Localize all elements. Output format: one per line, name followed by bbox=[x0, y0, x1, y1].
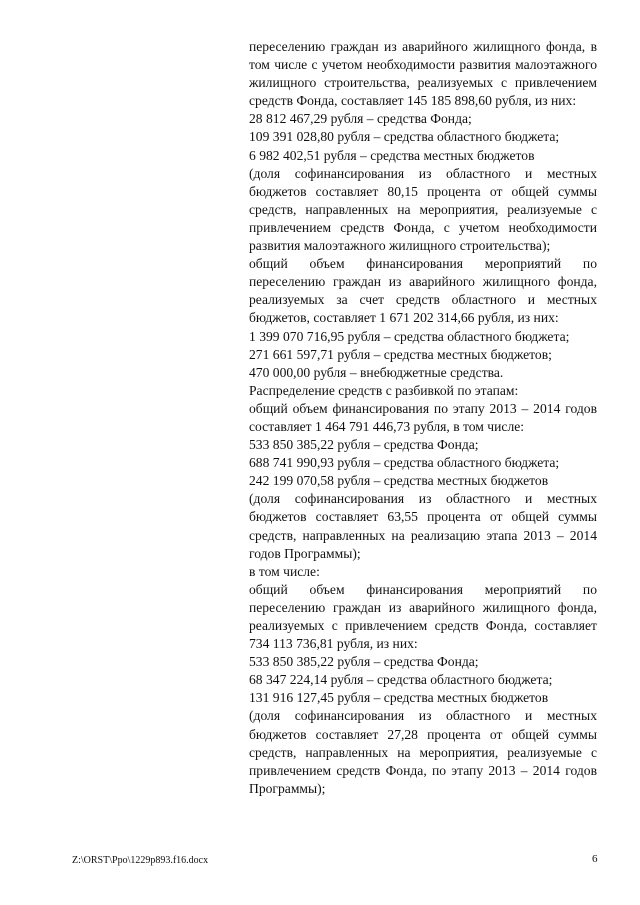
paragraph: общий объем финансирования по этапу 2013 – 2014 годов составляет 1 464 791 446,73 рубля, в том числе: bbox=[249, 400, 597, 434]
paragraph: (доля софинансирования из областного и местных бюджетов составляет 27,28 процента от общей суммы средств, направленных на мероприятия, реализуемые с привлечением средств Фонда, по этапу 2013 – 2014 годов Программы); bbox=[249, 708, 597, 796]
paragraph: общий объем финансирования мероприятий по переселению граждан из аварийного жилищного фонда, реализуемых с привлечением средств Фонда, составляет 734 113 736,81 рубля, из них: bbox=[249, 581, 597, 652]
paragraph: 533 850 385,22 рубля – средства Фонда; bbox=[249, 654, 479, 670]
paragraph: 68 347 224,14 рубля – средства областного бюджета; bbox=[249, 672, 553, 688]
paragraph: (доля софинансирования из областного и местных бюджетов составляет 80,15 процента от общей суммы средств, направленных на мероприятия, реализуемые с привлечением средств Фонда, с учетом необходимости развития малоэтажного жилищного строительства); bbox=[249, 165, 597, 254]
footer-file-path: Z:\ORST\Ppo\1229p893.f16.docx bbox=[72, 855, 209, 866]
paragraph: общий объем финансирования мероприятий по переселению граждан из аварийного жилищного фонда, реализуемых за счет средств областного и местных бюджетов, составляет 1 671 202 314,66 рубля, из них: bbox=[249, 256, 597, 326]
paragraph: в том числе: bbox=[249, 563, 320, 579]
paragraph: 28 812 467,29 рубля – средства Фонда; bbox=[249, 111, 472, 127]
page-number: 6 bbox=[592, 853, 598, 865]
paragraph: 6 982 402,51 рубля – средства местных бюджетов bbox=[249, 147, 535, 163]
document-body bbox=[249, 38, 597, 798]
paragraph: 242 199 070,58 рубля – средства местных бюджетов bbox=[249, 473, 549, 489]
paragraph: 1 399 070 716,95 рубля – средства областного бюджета; bbox=[249, 328, 570, 344]
paragraph: 470 000,00 рубля – внебюджетные средства. bbox=[249, 364, 504, 380]
paragraph: 688 741 990,93 рубля – средства областного бюджета; bbox=[249, 455, 560, 471]
paragraph: Распределение средств с разбивкой по этапам: bbox=[249, 382, 519, 398]
paragraph: 533 850 385,22 рубля – средства Фонда; bbox=[249, 437, 479, 453]
paragraph: переселению граждан из аварийного жилищного фонда, в том числе с учетом необходимости развития малоэтажного жилищного строительства, реализуемых с привлечением средств Фонда, составляет 145 185 898,60 рубля, из них: bbox=[249, 39, 597, 109]
paragraph: 131 916 127,45 рубля – средства местных бюджетов bbox=[249, 690, 549, 706]
paragraph: (доля софинансирования из областного и местных бюджетов составляет 63,55 процента от общей суммы средств, направленных на реализацию этапа 2013 – 2014 годов Программы); bbox=[249, 491, 597, 561]
paragraph: 109 391 028,80 рубля – средства областного бюджета; bbox=[249, 129, 560, 145]
paragraph: 271 661 597,71 рубля – средства местных бюджетов; bbox=[249, 346, 552, 362]
